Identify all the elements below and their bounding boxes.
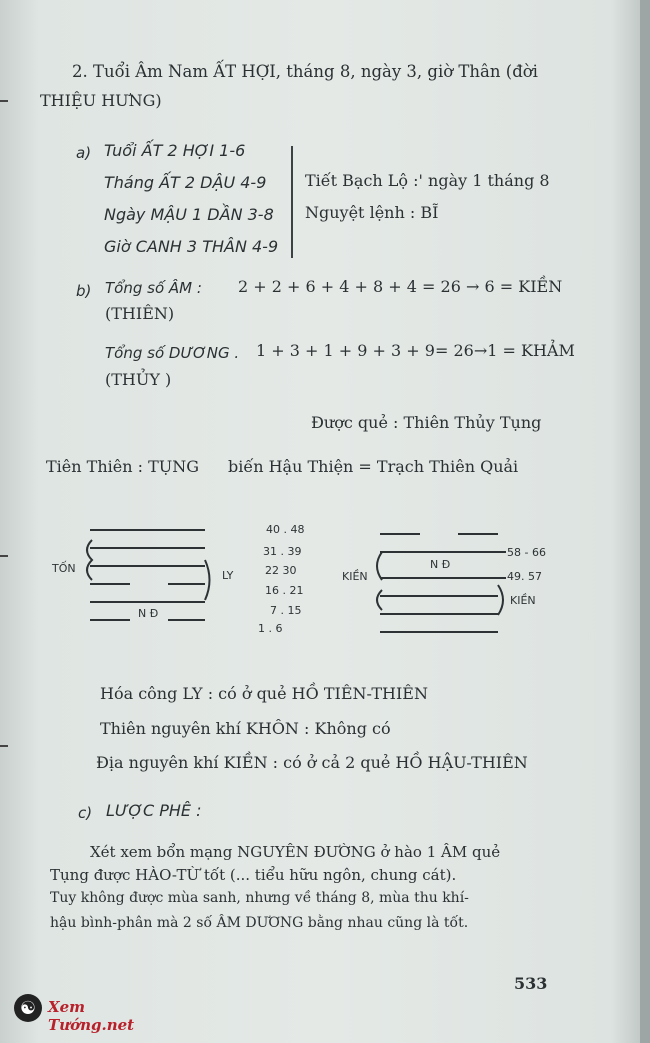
- page-number: 533: [514, 974, 548, 993]
- section-b-label: b): [76, 282, 92, 300]
- right-number: 58 - 66: [507, 546, 546, 559]
- duong-calc: 1 + 3 + 1 + 9 + 3 + 9= 26→1 = KHẢM: [256, 341, 575, 360]
- tiet-text: Tiết Bạch Lộ :' ngày 1 tháng 8: [305, 171, 550, 190]
- kien-right-label: KIỀN: [510, 594, 536, 607]
- am-label: Tổng số ÂM :: [105, 279, 202, 297]
- kien-brace: [377, 590, 382, 610]
- hoa-cong: Hóa công LY : có ở quẻ HỒ TIÊN-THIÊN: [100, 684, 428, 703]
- nd-left-label: N Đ: [138, 607, 159, 620]
- am-cont: (THIÊN): [105, 304, 175, 323]
- ton-label: TỐN: [52, 562, 76, 575]
- left-brace: [87, 540, 92, 580]
- paragraph-line: hậu bình-phân mà 2 số ÂM DƯƠNG bằng nhau cũng là tốt.: [50, 915, 469, 931]
- ly-label: LY: [222, 569, 234, 582]
- heading-line-1: 2. Tuổi Âm Nam ẤT HỢI, tháng 8, ngày 3, giờ Thân (đời: [72, 62, 538, 81]
- kien-left-label: KIỀN: [342, 570, 368, 583]
- duong-cont: (THỦY ): [105, 370, 172, 389]
- section-a-label: a): [76, 144, 92, 162]
- ngay-row: Ngày MẬU 1 DẦN 3-8: [104, 205, 274, 224]
- tuoi-row: Tuổi ẤT 2 HỢI 1-6: [104, 141, 246, 160]
- nguyet-lenh: Nguyệt lệnh : BĨ: [305, 203, 439, 222]
- paragraph-line: Xét xem bổn mạng NGUYÊN ĐƯỜNG ở hào 1 ÂM quẻ: [90, 843, 501, 861]
- number-label: 7 . 15: [270, 604, 302, 617]
- number-label: 40 . 48: [266, 523, 305, 536]
- kien-brace: [377, 552, 382, 580]
- number-label: 22 30: [265, 564, 297, 577]
- thang-row: Tháng ẤT 2 DẬU 4-9: [104, 173, 267, 192]
- am-calc: 2 + 2 + 6 + 4 + 8 + 4 = 26 → 6 = KIỀN: [238, 277, 563, 296]
- thien-nguyen: Thiên nguyên khí KHÔN : Không có: [100, 719, 391, 738]
- kien-right-brace: [498, 585, 503, 615]
- ly-brace: [205, 560, 210, 600]
- number-label: 31 . 39: [263, 545, 302, 558]
- watermark-logo: [10, 992, 170, 1034]
- number-label: 1 . 6: [258, 622, 283, 635]
- heading-line-2: THIỆU HƯNG): [40, 91, 162, 110]
- number-label: 16 . 21: [265, 584, 304, 597]
- bien-hau-thien: biến Hậu Thiện = Trạch Thiên Quải: [228, 457, 519, 476]
- tien-thien: Tiên Thiên : TỤNG: [46, 457, 200, 476]
- gio-row: Giờ CANH 3 THÂN 4-9: [104, 237, 279, 256]
- paragraph-line: Tuy không được mùa sanh, nhưng về tháng 8, mùa thu khí-: [50, 890, 469, 906]
- yin-yang-icon: ☯: [14, 994, 42, 1022]
- right-number: 49. 57: [507, 570, 542, 583]
- result-text: Được quẻ : Thiên Thủy Tụng: [311, 413, 542, 432]
- nd-right-label: N Đ: [430, 558, 451, 571]
- luoc-phe-title: LƯỢC PHÊ :: [106, 801, 202, 820]
- dia-nguyen: Địa nguyên khí KIỀN : có ở cả 2 quẻ HỒ HẬU-THIÊN: [96, 753, 528, 772]
- paragraph-line: Tụng được HÀO-TỪ tốt (... tiểu hữu ngôn, chung cát).: [50, 866, 457, 884]
- section-c-label: c): [78, 804, 93, 822]
- watermark-text: Xem Tướng.net: [48, 998, 135, 1034]
- duong-label: Tổng số DƯƠNG .: [105, 344, 240, 362]
